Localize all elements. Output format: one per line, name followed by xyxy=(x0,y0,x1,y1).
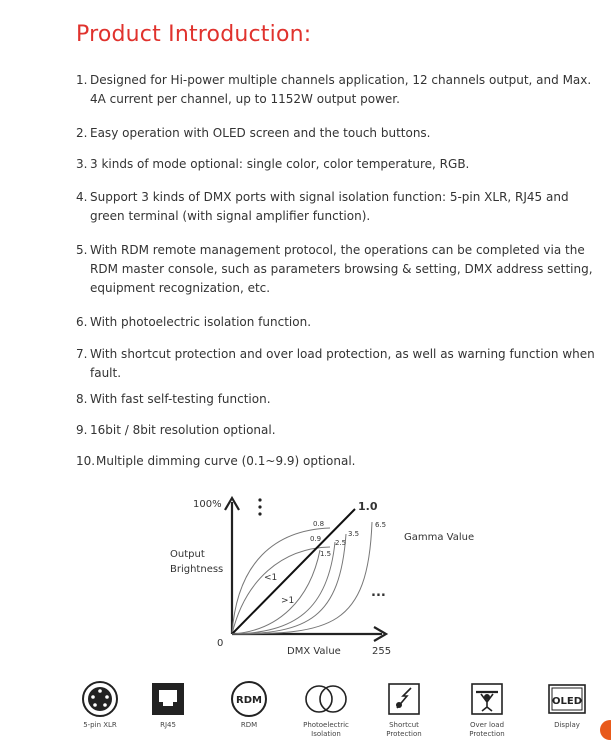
greater-than-one-label: >1 xyxy=(281,596,295,606)
rdm-icon-glyph: RDM xyxy=(236,695,262,706)
curve-label: 3.5 xyxy=(348,530,360,538)
x-max-label: 255 xyxy=(372,646,392,657)
icon-item-display xyxy=(535,680,599,730)
feature-item xyxy=(76,241,596,298)
rj45-icon xyxy=(149,680,187,718)
icon-label: Photoelectric Isolation xyxy=(303,721,349,738)
gamma-curve-diagram xyxy=(160,490,490,660)
shortcut-protection-icon xyxy=(385,680,423,718)
feature-text: With fast self-testing function. xyxy=(90,392,271,406)
display-icon xyxy=(547,680,587,718)
page-title: Product Introduction: xyxy=(76,22,312,47)
curve-label: 6.5 xyxy=(375,521,387,529)
less-than-one-label: <1 xyxy=(264,573,278,583)
photoelectric-isolation-icon xyxy=(303,680,349,718)
icon-label: Shortcut Protection xyxy=(386,721,422,738)
curve-label: 0.8 xyxy=(313,520,325,528)
icon-item-photoelectric-isolation xyxy=(294,680,358,739)
gamma-1-0-label: 1.0 xyxy=(358,500,378,513)
feature-number: 4. xyxy=(76,190,88,204)
icon-label: Over load Protection xyxy=(469,721,505,738)
y-max-label: 100% xyxy=(193,499,222,510)
feature-item xyxy=(76,71,596,109)
feature-text: With shortcut protection and over load protection, as well as warning function when fault. xyxy=(90,347,595,380)
feature-number: 7. xyxy=(76,347,88,361)
over-load-protection-icon xyxy=(468,680,506,718)
curve-label: 0.9 xyxy=(310,535,322,543)
feature-item xyxy=(76,452,596,471)
feature-text: With photoelectric isolation function. xyxy=(90,315,312,329)
feature-number: 9. xyxy=(76,423,88,437)
y-axis-label-line2: Brightness xyxy=(170,564,224,575)
feature-item xyxy=(76,155,596,174)
feature-item xyxy=(76,390,596,409)
feature-item xyxy=(76,421,596,440)
feature-text: Easy operation with OLED screen and the touch buttons. xyxy=(90,126,431,140)
icon-item-shortcut-protection xyxy=(372,680,436,739)
curve-label: 1.5 xyxy=(320,550,332,558)
gamma-value-label: Gamma Value xyxy=(404,532,475,543)
feature-text: Multiple dimming curve (0.1~9.9) optional. xyxy=(96,454,356,468)
feature-text: Support 3 kinds of DMX ports with signal isolation function: 5-pin XLR, RJ45 and green terminal (with signal amplifier function). xyxy=(90,190,569,223)
feature-item xyxy=(76,124,596,143)
icon-item-5-pin-xlr xyxy=(68,680,132,730)
rdm-icon xyxy=(230,680,268,718)
vertical-dots xyxy=(258,498,261,501)
icon-label: RDM xyxy=(240,721,258,729)
vertical-dots xyxy=(258,512,261,515)
icon-item-over-load-protection xyxy=(455,680,519,739)
feature-number: 3. xyxy=(76,157,88,171)
icon-item-rdm xyxy=(217,680,281,730)
gamma-curve-6-5 xyxy=(232,522,372,634)
feature-text: With RDM remote management protocol, the operations can be completed via the RDM master console, such as parameters browsing & setting, DMX address setting, equipment recognization, etc. xyxy=(90,243,593,295)
curve-label: 2.5 xyxy=(335,539,347,547)
gamma-curve-3-5 xyxy=(232,534,346,634)
gamma-curve-0-9 xyxy=(232,547,330,634)
icon-item-rj45 xyxy=(136,680,200,730)
display-icon-glyph: OLED xyxy=(551,696,583,707)
icon-label: 5-pin XLR xyxy=(83,721,117,729)
x-axis-label: DMX Value xyxy=(287,646,341,657)
feature-number: 2. xyxy=(76,126,88,140)
horizontal-dots: ... xyxy=(371,585,386,600)
feature-text: 16bit / 8bit resolution optional. xyxy=(90,423,276,437)
feature-item xyxy=(76,188,596,226)
feature-number: 10. xyxy=(76,454,96,468)
feature-number: 8. xyxy=(76,392,88,406)
feature-number: 6. xyxy=(76,315,88,329)
feature-text: Designed for Hi-power multiple channels application, 12 channels output, and Max. 4A current per channel, up to 1152W output power. xyxy=(90,73,592,106)
y-axis-label-line1: Output xyxy=(170,549,205,560)
feature-text: 3 kinds of mode optional: single color, color temperature, RGB. xyxy=(90,157,470,171)
feature-number: 1. xyxy=(76,73,88,87)
feature-icon-row xyxy=(68,680,608,743)
feature-number: 5. xyxy=(76,243,88,257)
vertical-dots xyxy=(258,505,261,508)
icon-label: Display xyxy=(554,721,580,729)
5-pin-xlr-icon xyxy=(81,680,119,718)
gamma-line-1-0 xyxy=(232,509,355,634)
origin-label: 0 xyxy=(217,638,224,649)
feature-item xyxy=(76,313,596,332)
feature-item xyxy=(76,345,596,383)
icon-label: RJ45 xyxy=(160,721,176,729)
